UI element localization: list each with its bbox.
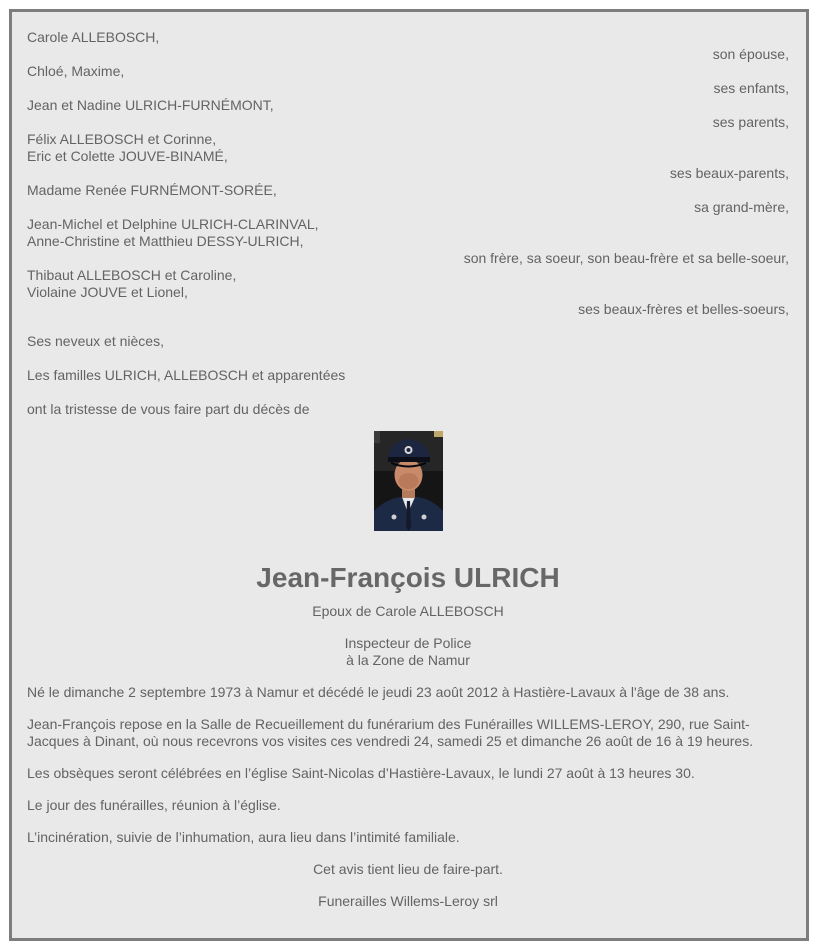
family-name: Thibaut ALLEBOSCH et Caroline,	[27, 267, 237, 283]
notice-line: Cet avis tient lieu de faire-part.	[313, 861, 503, 877]
family-name: Carole ALLEBOSCH,	[27, 29, 160, 45]
family-block	[27, 63, 789, 97]
born-paragraph: Né le dimanche 2 septembre 1973 à Namur et décédé le jeudi 23 août 2012 à Hastière-Lavaux à l'âge de 38 ans.	[27, 684, 730, 700]
family-relation: sa grand-mère,	[694, 199, 789, 215]
family-relation: son épouse,	[712, 46, 789, 62]
family-block	[27, 131, 789, 182]
family-relation: ses beaux-frères et belles-soeurs,	[578, 301, 789, 317]
portrait-wrap	[27, 431, 789, 531]
family-block	[27, 97, 789, 131]
obituary-content	[27, 12, 789, 910]
family-name: Félix ALLEBOSCH et Corinne,	[27, 131, 217, 147]
cremation-paragraph: L’incinération, suivie de l’inhumation, aura lieu dans l’intimité familiale.	[27, 829, 460, 845]
family-name: Eric et Colette JOUVE-BINAMÉ,	[27, 148, 228, 164]
undertaker-line: Funerailles Willems-Leroy srl	[318, 893, 498, 909]
family-name: Jean et Nadine ULRICH-FURNÉMONT,	[27, 97, 274, 113]
rest-paragraph: Jean-François repose en la Salle de Recueillement du funérarium des Funérailles WILLEMS-LEROY, 290, rue Saint-Jacques à Dinant, où nous recevrons vos visites ces vendredi 24, samedi 25 et dimanche 26 août de 16 à 19 heures.	[27, 716, 754, 749]
meeting-paragraph: Le jour des funérailles, réunion à l’église.	[27, 797, 281, 813]
family-name: Violaine JOUVE et Lionel,	[27, 284, 188, 300]
announce-line: ont la tristesse de vous faire part du décès de	[27, 401, 310, 417]
family-block	[27, 182, 789, 216]
spouse-line: Epoux de Carole ALLEBOSCH	[312, 603, 504, 619]
title-line-1: Inspecteur de Police	[344, 635, 472, 651]
family-block	[27, 267, 789, 318]
family-relation: ses enfants,	[713, 80, 789, 96]
title-line-2: à la Zone de Namur	[346, 652, 470, 668]
family-relation: ses parents,	[712, 114, 789, 130]
nephews-line: Ses neveux et nièces,	[27, 333, 164, 349]
family-relation: son frère, sa soeur, son beau-frère et sa belle-soeur,	[463, 250, 789, 266]
family-relation: ses beaux-parents,	[669, 165, 789, 181]
family-name: Chloé, Maxime,	[27, 63, 125, 79]
deceased-name: Jean-François ULRICH	[256, 562, 560, 593]
family-name: Madame Renée FURNÉMONT-SORÉE,	[27, 182, 277, 198]
funeral-paragraph: Les obsèques seront célébrées en l’église Saint-Nicolas d’Hastière-Lavaux, le lundi 27 août à 13 heures 30.	[27, 765, 695, 781]
family-name: Jean-Michel et Delphine ULRICH-CLARINVAL,	[27, 216, 319, 232]
portrait-photo	[374, 431, 443, 531]
family-name: Anne-Christine et Matthieu DESSY-ULRICH,	[27, 233, 304, 249]
obituary-card	[9, 9, 809, 941]
families-line: Les familles ULRICH, ALLEBOSCH et apparentées	[27, 367, 346, 383]
family-block	[27, 29, 789, 63]
family-block	[27, 216, 789, 267]
